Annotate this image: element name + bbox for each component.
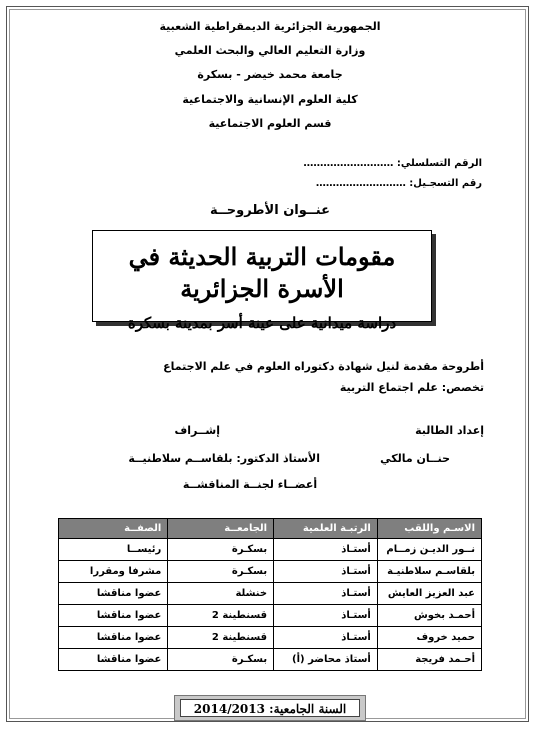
member-name: أحـمد فريجة [377, 649, 481, 671]
supervision-label: إشــراف [174, 424, 220, 437]
header-republic: الجمهورية الجزائرية الديمقراطية الشعبية [159, 20, 381, 33]
table-row [59, 583, 482, 605]
member-university: بسكـرة [168, 649, 274, 671]
thesis-title-sub: دراسة ميدانية على عينة أسر بمدينة بسكرة [127, 314, 397, 332]
header-university: جامعة محمد خيضر - بسكرة [197, 68, 343, 81]
member-university: قسنطينة 2 [168, 627, 274, 649]
serial-number-label: الرقم التسلسلي: [396, 158, 482, 169]
member-rank: أستـاذ [274, 627, 378, 649]
registration-number-dots: ……………………… [315, 178, 406, 189]
member-name: حميد خروف [377, 627, 481, 649]
student-name: حنــان مالكي [380, 452, 450, 465]
member-role: عضوا مناقشا [59, 583, 168, 605]
thesis-title-box [92, 230, 432, 332]
header-department: قسم العلوم الاجتماعية [208, 117, 332, 130]
member-role: عضوا مناقشا [59, 627, 168, 649]
column-header-university: الجامعــة [168, 519, 274, 539]
registration-number-label: رقم التسجـيل: [409, 178, 482, 189]
serial-number-dots: ……………………… [303, 158, 394, 169]
thesis-title-main: مقومات التربية الحديثة في الأسرة الجزائرية [128, 242, 396, 303]
specialty-statement: تخصص: علم اجتماع التربية [339, 381, 484, 394]
header-ministry: وزارة التعليم العالي والبحث العلمي [174, 44, 366, 57]
header-faculty: كلية العلوم الإنسانية والاجتماعية [182, 93, 358, 106]
member-role: رئيســا [59, 539, 168, 561]
serial-number-line [303, 157, 482, 171]
member-rank: أستـاذ [274, 561, 378, 583]
academic-year-value: 2014/2013 [193, 702, 265, 716]
member-rank: أستـاذ [274, 605, 378, 627]
member-name: بلقاسـم سلاطنيـة [377, 561, 481, 583]
committee-heading: أعضــاء لجنــة المناقشــة [182, 478, 318, 491]
academic-year-text [180, 699, 360, 717]
member-name: أحمـد بخوش [377, 605, 481, 627]
column-header-role: الصفــة [59, 519, 168, 539]
column-header-rank: الرتبـة العلمية [274, 519, 378, 539]
member-role: عضوا مناقشا [59, 605, 168, 627]
member-university: بسكـرة [168, 539, 274, 561]
table-row [59, 605, 482, 627]
supervisor-name: الأستاذ الدكتور: بلقاســم سلاطنيــة [128, 452, 320, 465]
member-role: عضوا مناقشا [59, 649, 168, 671]
committee-header-row [59, 519, 482, 539]
member-rank: أستـاذ [274, 583, 378, 605]
prepared-by-label: إعداد الطالبة [415, 424, 484, 437]
member-rank: أستـاذ [274, 539, 378, 561]
table-row [59, 539, 482, 561]
member-university: خنشلة [168, 583, 274, 605]
committee-table [58, 518, 482, 671]
member-university: بسكـرة [168, 561, 274, 583]
member-role: مشرفا ومقررا [59, 561, 168, 583]
column-header-name: الاسـم واللقب [377, 519, 481, 539]
table-row [59, 627, 482, 649]
degree-statement: أطروحة مقدمة لنيل شهادة دكتوراه العلوم في علم الاجتماع [163, 360, 484, 373]
academic-year-label: السنة الجامعية: [269, 702, 347, 716]
member-name: نــور الديـن زمــام [377, 539, 481, 561]
academic-year-box [174, 695, 366, 721]
member-university: قسنطينة 2 [168, 605, 274, 627]
member-name: عبد العزيز العايش [377, 583, 481, 605]
registration-number-line [316, 177, 482, 191]
table-row [59, 649, 482, 671]
thesis-title-heading: عنــوان الأطروحــة [210, 203, 330, 218]
member-rank: أستاذ محاضر (أ) [274, 649, 378, 671]
table-row [59, 561, 482, 583]
